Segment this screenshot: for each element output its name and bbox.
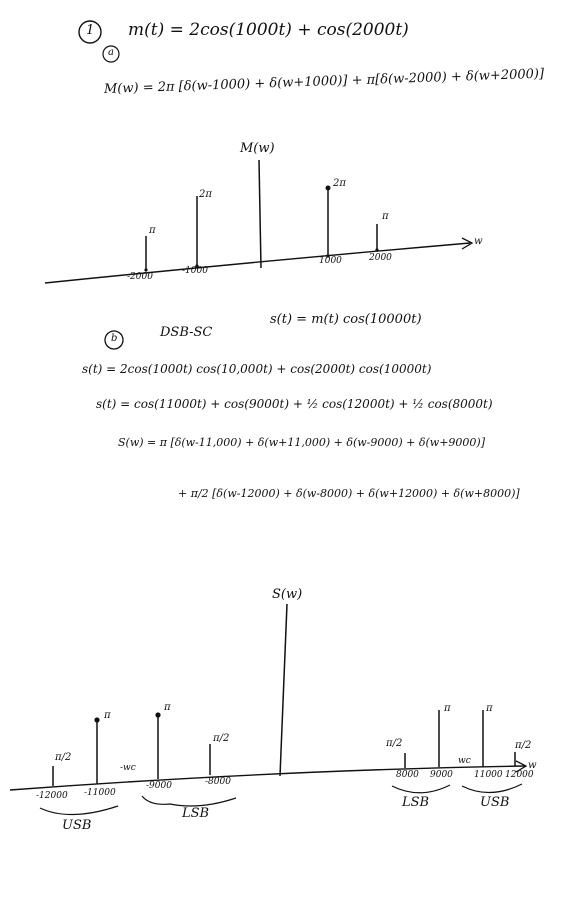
mw-vertical-axis — [259, 160, 261, 268]
mw-impulse-dot — [326, 186, 331, 191]
mw-amp-label-neg2000: π — [149, 225, 156, 236]
sw-amp-label-pos8000: π/2 — [386, 738, 403, 749]
sw-amp-label-pos11000: π — [486, 703, 493, 714]
mw-tick-label-pos1000: 1000 — [319, 256, 342, 266]
mw-tick-label-pos2000: 2000 — [369, 253, 392, 263]
sw-tick-label-neg8000: -8000 — [205, 777, 231, 787]
right-usb-brace — [462, 784, 522, 793]
sw-wc-right-label: wc — [458, 756, 471, 766]
sw-tick-label-neg12000: -12000 — [36, 791, 68, 801]
band-label-left-lsb: LSB — [182, 806, 210, 821]
mw-axis-label: w — [474, 236, 483, 247]
sw-amp-label-neg8000: π/2 — [213, 733, 230, 744]
left-usb-brace — [40, 806, 118, 815]
sw-tick-label-neg9000: -9000 — [146, 781, 172, 791]
mw-amp-label-pos1000: 2π — [333, 178, 346, 189]
mw-amp-label-pos2000: π — [382, 211, 389, 222]
band-label-left-usb: USB — [62, 818, 92, 833]
m-t-equation: m(t) = 2cos(1000t) + cos(2000t) — [128, 20, 409, 40]
sw-vertical-axis — [280, 604, 287, 776]
mw-axis-line — [45, 243, 470, 283]
sw-amp-label-neg12000: π/2 — [55, 752, 72, 763]
S-w-line4: + π/2 [δ(w-12000) + δ(w-8000) + δ(w+12000) + δ(w+8000)] — [178, 487, 520, 500]
M-w-equation: M(w) = 2π [δ(w-1000) + δ(w+1000)] + π[δ(w-2000) + δ(w+2000)] — [103, 66, 545, 97]
sw-tick-label-pos12000: 12000 — [505, 770, 534, 780]
sw-tick-label-neg11000: -11000 — [84, 788, 116, 798]
sw-wc-left-label: -wc — [120, 763, 136, 773]
sw-impulse-dot — [155, 712, 160, 717]
sw-tick-label-pos8000: 8000 — [396, 770, 419, 780]
modulation-type: DSB-SC — [160, 325, 213, 340]
part-b-label: b — [111, 333, 118, 344]
s-t-line2: s(t) = cos(11000t) + cos(9000t) + ½ cos(12000t) + ½ cos(8000t) — [96, 397, 493, 411]
S-w-line3: S(w) = π [δ(w-11,000) + δ(w+11,000) + δ(w-9000) + δ(w+9000)] — [118, 436, 486, 449]
sw-axis-label: w — [528, 760, 537, 771]
right-lsb-brace — [392, 785, 450, 793]
sw-amp-label-neg11000: π — [104, 710, 111, 721]
mw-tick-label-neg1000: -1000 — [182, 266, 208, 276]
sw-impulse-dot — [94, 717, 99, 722]
sw-tick-label-pos9000: 9000 — [430, 770, 453, 780]
part-a-label: a — [108, 47, 114, 58]
mw-plot-title: M(w) — [240, 141, 275, 156]
band-label-right-lsb: LSB — [402, 795, 430, 810]
sw-amp-label-pos12000: π/2 — [515, 740, 532, 751]
mw-tick — [375, 248, 378, 251]
sw-amp-label-neg9000: π — [164, 702, 171, 713]
left-lsb-brace — [142, 796, 236, 806]
s-t-definition: s(t) = m(t) cos(10000t) — [270, 312, 422, 327]
sw-tick-label-pos11000: 11000 — [474, 770, 503, 780]
mw-amp-label-neg1000: 2π — [199, 189, 212, 200]
sw-amp-label-pos9000: π — [444, 703, 451, 714]
mw-tick-label-neg2000: -2000 — [127, 272, 153, 282]
problem-number: 1 — [86, 23, 95, 38]
sw-plot-title: S(w) — [272, 587, 303, 602]
band-label-right-usb: USB — [480, 795, 510, 810]
s-t-line1: s(t) = 2cos(1000t) cos(10,000t) + cos(2000t) cos(10000t) — [82, 362, 432, 376]
